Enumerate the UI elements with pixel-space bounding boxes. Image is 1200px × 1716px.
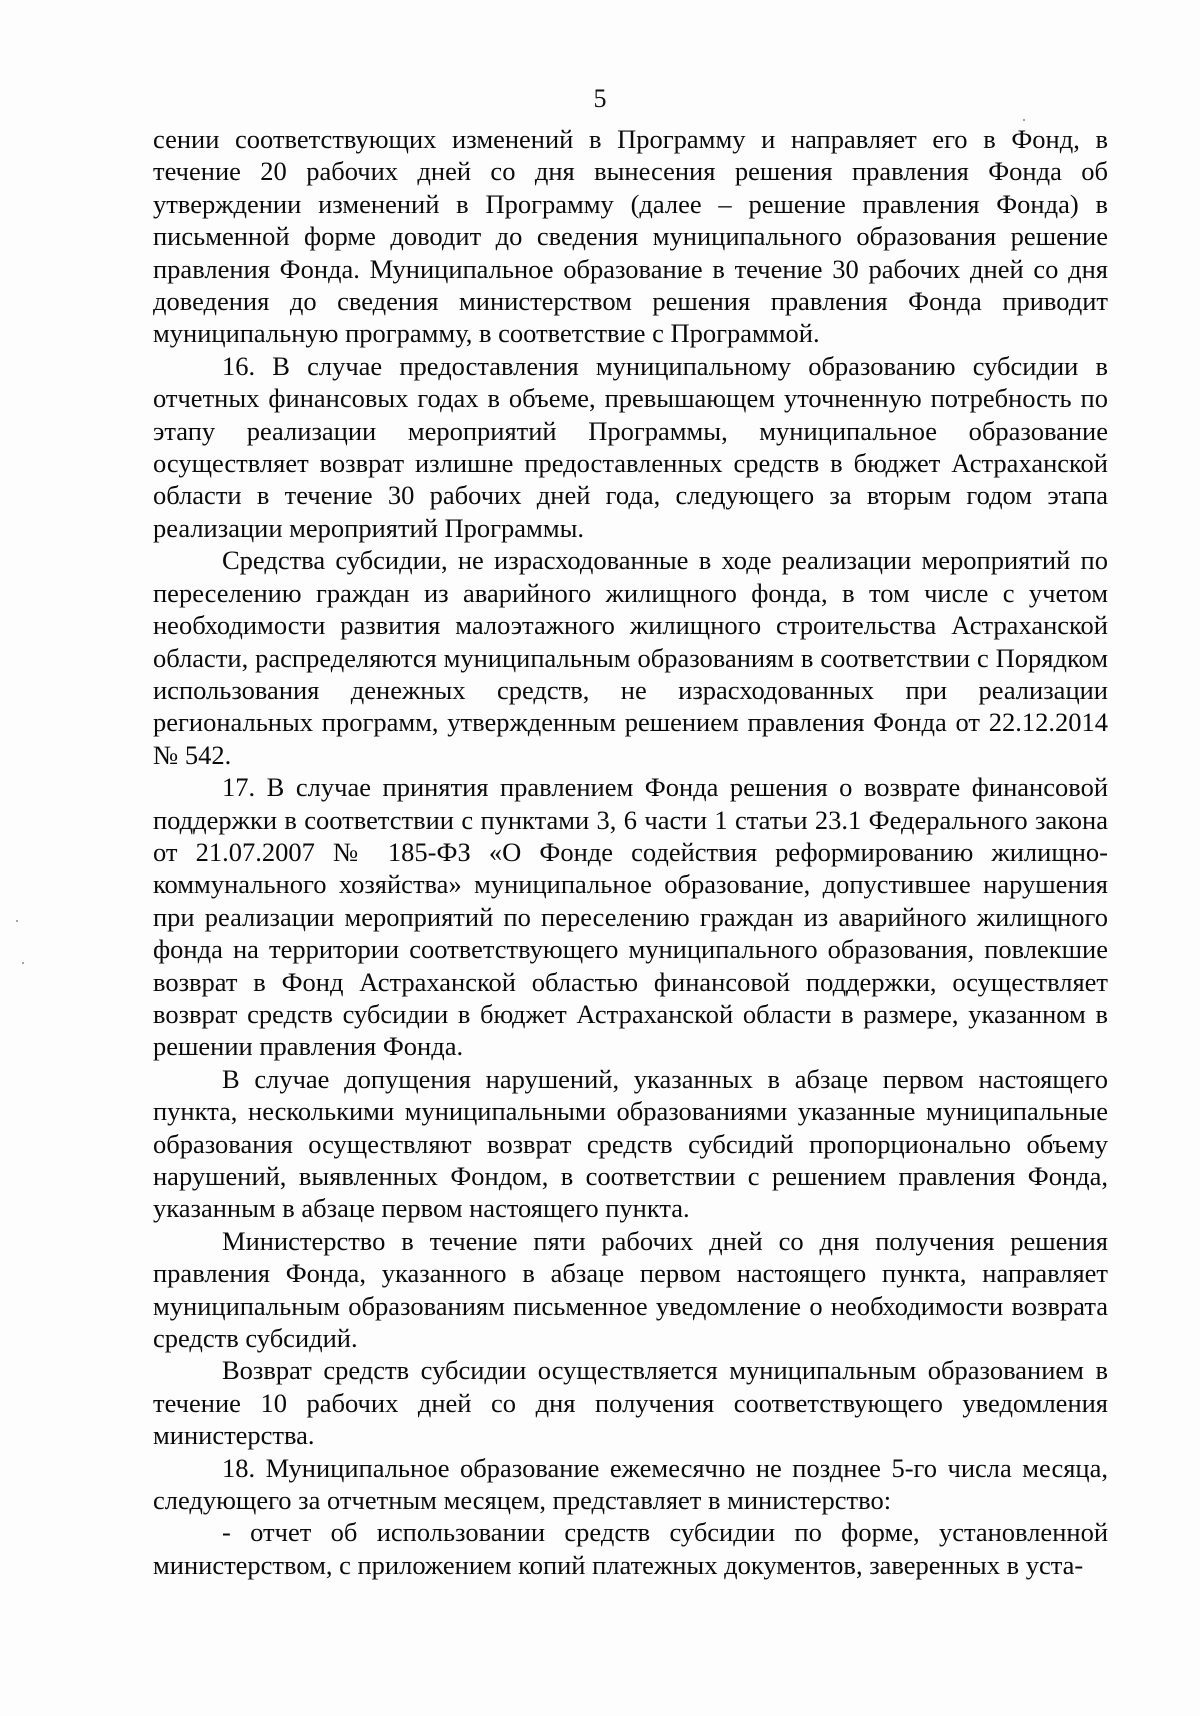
page-number: 5 xyxy=(593,84,607,113)
scan-speck xyxy=(22,962,24,964)
scan-speck xyxy=(16,920,18,922)
paragraph-ministry-notice: Министерство в течение пяти рабочих дней со дня получения решения правления Фонда, указанного в абзаце первом настоящего пункта, направляет муниципальным образованиям письменное уведомление о необходимости возврата средств субсидий. xyxy=(153,1225,1108,1354)
paragraph-refund-term: Возврат средств субсидии осуществляется муниципальным образованием в течение 10 рабочих дней со дня получения соответствующего уведомления министерства. xyxy=(153,1355,1108,1451)
paragraph-unspent-funds: Средства субсидии, не израсходованные в ходе реализации мероприятий по переселению граждан из аварийного жилищного фонда, в том числе с учетом необходимости развития малоэтажного жилищного строительства Астраханской области, распределяются муниципальным образованиям в соответствии с Порядком использования денежных средств, не израсходованных при реализации региональных программ, утвержденным решением правления Фонда от 22.12.2014 № 542. xyxy=(153,545,1108,770)
paragraph-report-item: - отчет об использовании средств субсидии по форме, установленной министерством, с приложением копий платежных документов, заверенных в уста- xyxy=(153,1517,1108,1580)
paragraph-item-16: 16. В случае предоставления муниципальному образованию субсидии в отчетных финансовых годах в объеме, превышающем уточненную потребность по этапу реализации мероприятий Программы, муниципальное образование осуществляет возврат излишне предоставленных средств в бюджет Астраханской области в течение 30 рабочих дней года, следующего за вторым годом этапа реализации мероприятий Программы. xyxy=(153,350,1108,543)
paragraph-item-17: 17. В случае принятия правлением Фонда решения о возврате финансовой поддержки в соответствии с пунктами 3, 6 части 1 статьи 23.1 Федерального закона от 21.07.2007 № 185-ФЗ «О Фонде содействия реформированию жилищно-коммунального хозяйства» муниципальное образование, допустившее нарушения при реализации мероприятий по переселению граждан из аварийного жилищного фонда на территории соответствующего муниципального образования, повлекшие возврат в Фонд Астраханской областью финансовой поддержки, осуществляет возврат средств субсидии в бюджет Астраханской области в размере, указанном в решении правления Фонда. xyxy=(153,772,1108,1062)
paragraph-multiple-violations: В случае допущения нарушений, указанных в абзаце первом настоящего пункта, несколькими муниципальными образованиями указанные муниципальные образования осуществляют возврат средств субсидий пропорционально объему нарушений, выявленных Фондом, в соответствии с решением правления Фонда, указанным в абзаце первом настоящего пункта. xyxy=(153,1063,1108,1224)
scan-speck xyxy=(1023,119,1025,121)
document-body xyxy=(153,123,1108,1581)
paragraph-continuation: сении соответствующих изменений в Программу и направляет его в Фонд, в течение 20 рабочих дней со дня вынесения решения правления Фонда об утверждении изменений в Программу (далее – решение правления Фонда) в письменной форме доводит до сведения муниципального образования решение правления Фонда. Муниципальное образование в течение 30 рабочих дней со дня доведения до сведения министерством решения правления Фонда приводит муниципальную программу, в соответствие с Программой. xyxy=(153,124,1108,349)
paragraph-item-18: 18. Муниципальное образование ежемесячно не позднее 5-го числа месяца, следующего за отчетным месяцем, представляет в министерство: xyxy=(153,1452,1108,1516)
